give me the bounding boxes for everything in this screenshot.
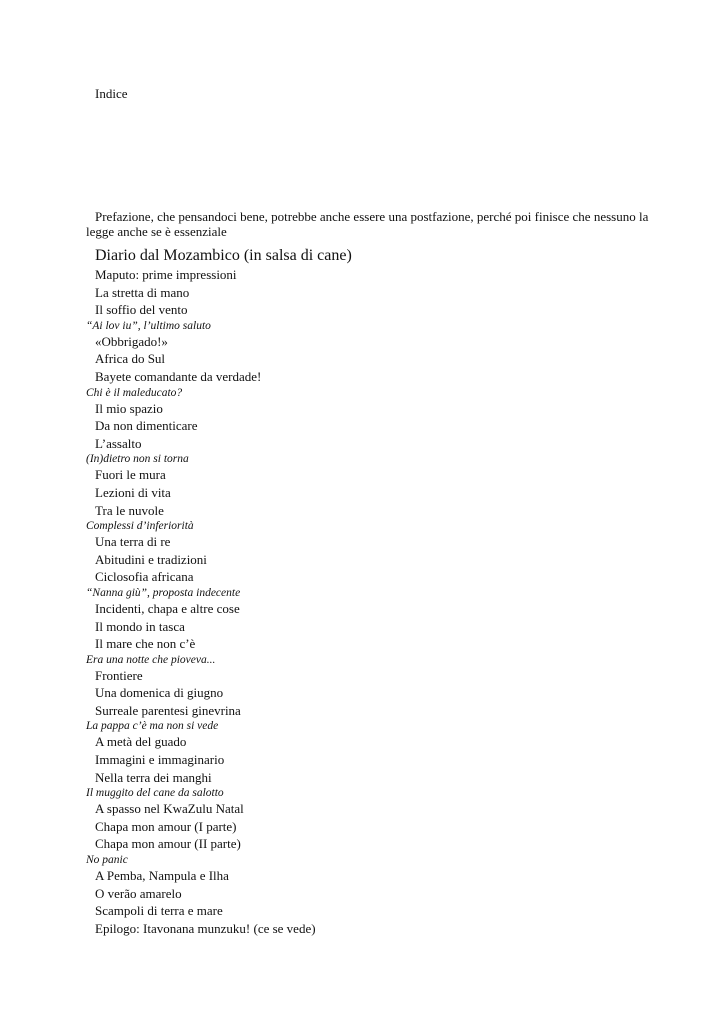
toc-entry: Surreale parentesi ginevrina (95, 702, 241, 718)
toc-entry: Incidenti, chapa e altre cose (95, 600, 240, 616)
toc-section-heading: (In)dietro non si torna (86, 453, 189, 466)
toc-entry: «Obbrigado!» (95, 333, 168, 349)
toc-section-heading: Complessi d’inferiorità (86, 520, 194, 533)
toc-entry: Africa do Sul (95, 351, 166, 367)
toc-entry: O verão amarelo (95, 885, 182, 901)
toc-section-heading: La pappa c’è ma non si vede (86, 720, 219, 733)
toc-section-heading: No panic (86, 854, 128, 867)
toc-section-heading: “Ai lov iu”, l’ultimo saluto (86, 319, 211, 332)
toc-entry: Fuori le mura (95, 467, 166, 483)
toc-entry: Una terra di re (95, 534, 171, 550)
toc-entry: La stretta di mano (95, 284, 190, 300)
toc-entry: A Pemba, Nampula e Ilha (95, 868, 229, 884)
toc-entry: Lezioni di vita (95, 484, 171, 500)
toc-entry: A spasso nel KwaZulu Natal (95, 801, 244, 817)
toc-entry: L’assalto (95, 435, 142, 451)
toc-entry: Chapa mon amour (I parte) (95, 818, 237, 834)
toc-section-heading: Il muggito del cane da salotto (86, 787, 224, 800)
book-title: Diario dal Mozambico (in salsa di cane) (95, 247, 352, 264)
toc-entry: Chapa mon amour (II parte) (95, 836, 241, 852)
toc-entry: Bayete comandante da verdade! (95, 368, 262, 384)
toc-entry: Immagini e immaginario (95, 752, 225, 768)
toc-entry: Epilogo: Itavonana munzuku! (ce se vede) (95, 920, 316, 936)
toc-entry: Il mondo in tasca (95, 618, 185, 634)
toc-section-heading: Era una notte che pioveva... (86, 653, 216, 666)
toc-entry: Scampoli di terra e mare (95, 903, 223, 919)
toc-entry: Frontiere (95, 667, 143, 683)
index-heading: Indice (95, 86, 128, 101)
toc-entry: Maputo: prime impressioni (95, 267, 237, 282)
toc-entry: Tra le nuvole (95, 502, 164, 518)
toc-entry: Il mio spazio (95, 400, 163, 416)
toc-entry: Il mare che non c’è (95, 636, 196, 652)
toc-entry: Il soffio del vento (95, 302, 188, 318)
preface-entry: Prefazione, che pensandoci bene, potrebbe anche essere una postfazione, perché poi finisce che nessuno la legge anche se è essenziale (86, 209, 649, 239)
toc-section-heading: “Nanna giù”, proposta indecente (86, 586, 241, 599)
toc-entry: Abitudini e tradizioni (95, 551, 207, 567)
toc-entry: Da non dimenticare (95, 418, 198, 434)
table-of-contents (86, 266, 646, 937)
toc-entry: A metà del guado (95, 734, 187, 750)
toc-entry: Nella terra dei manghi (95, 769, 212, 785)
toc-entry: Una domenica di giugno (95, 685, 224, 701)
toc-section-heading: Chi è il maleducato? (86, 386, 183, 399)
toc-entry: Ciclosofia africana (95, 569, 194, 585)
